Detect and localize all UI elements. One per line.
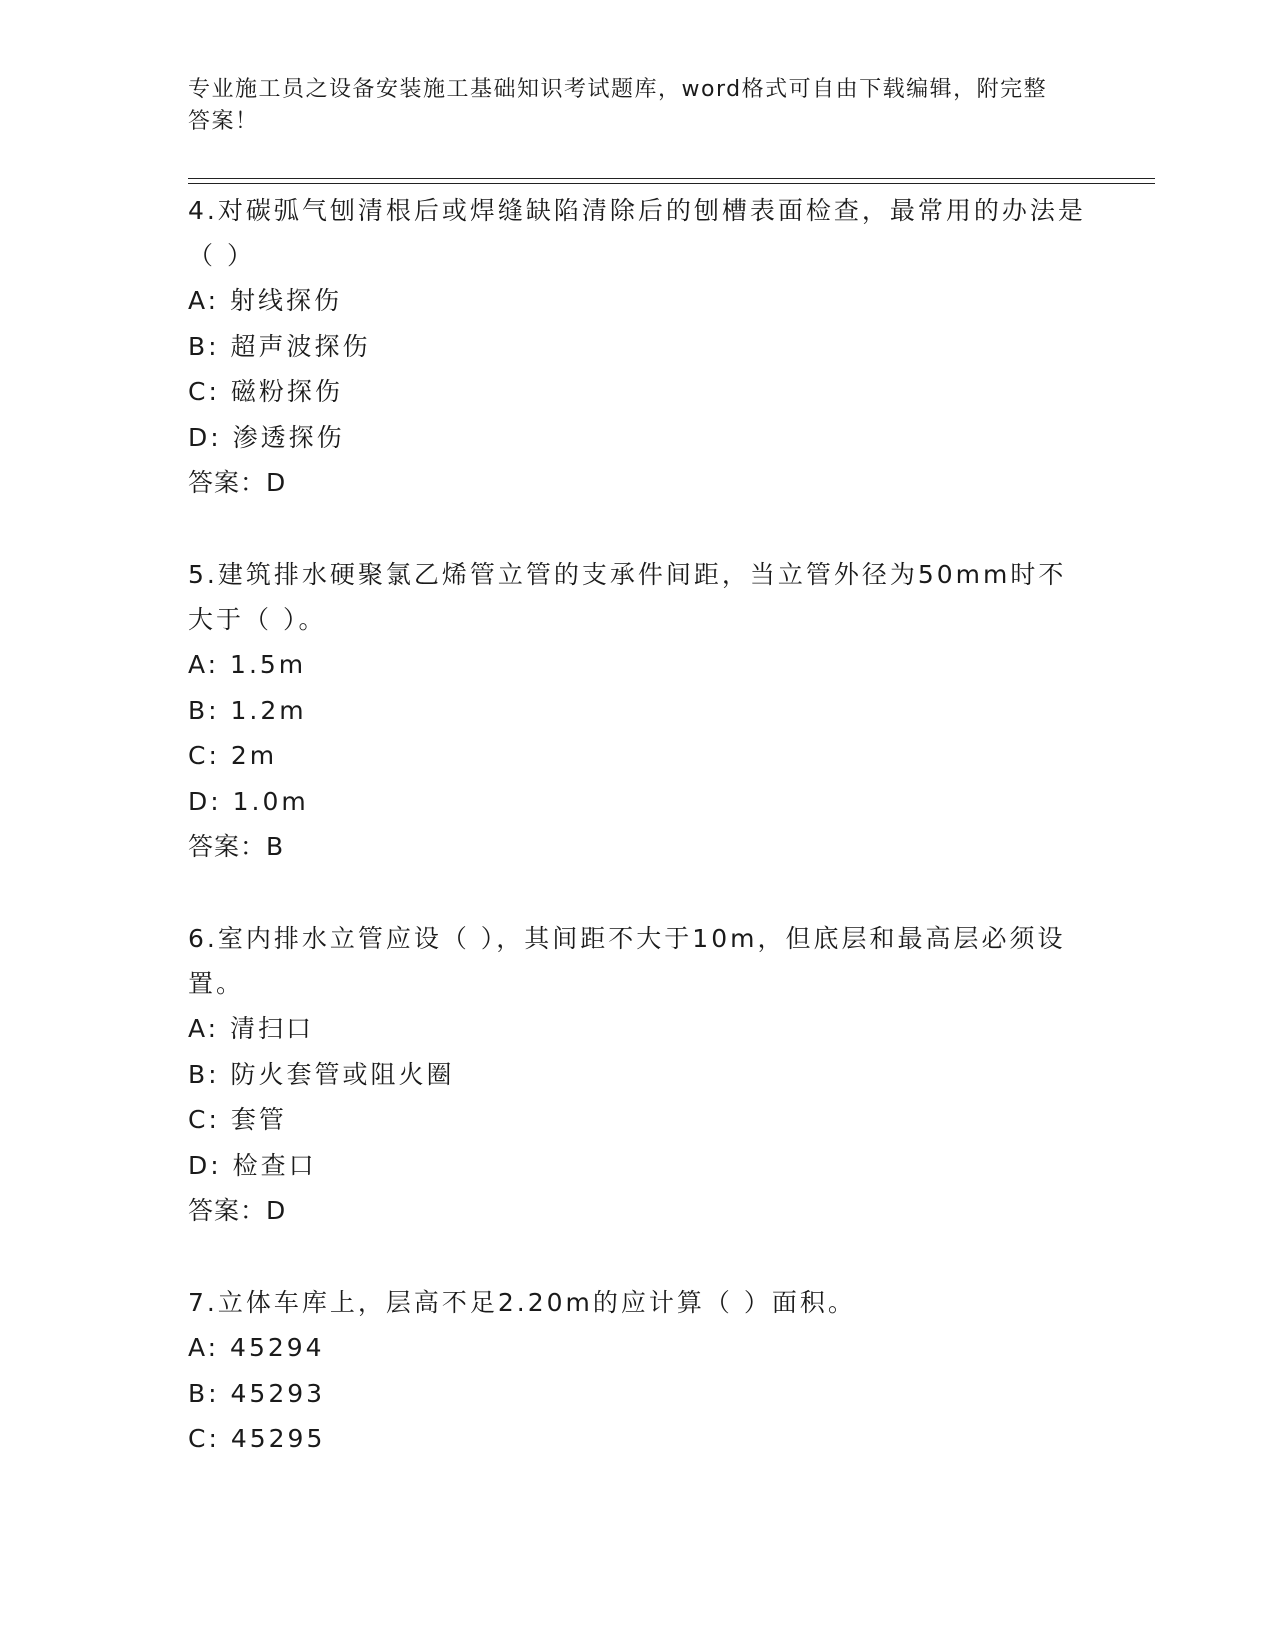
- option-b: B: 防火套管或阻火圈: [188, 1059, 455, 1089]
- question-4: [188, 188, 1088, 505]
- document-header: 专业施工员之设备安装施工基础知识考试题库，word格式可自由下载编辑，附完整答案！: [188, 77, 1048, 134]
- option-b: B: 1.2m: [188, 695, 307, 725]
- option-c: C: 45295: [188, 1424, 326, 1453]
- question-6: [188, 916, 1088, 1233]
- option-d: D: 1.0m: [188, 786, 309, 816]
- option-a: A: 45294: [188, 1333, 325, 1362]
- question-7: [188, 1280, 1088, 1462]
- option-b: B: 超声波探伤: [188, 331, 371, 361]
- header-divider-bottom: [188, 183, 1155, 184]
- option-d: D: 检查口: [188, 1150, 317, 1180]
- question-stem: 5.建筑排水硬聚氯乙烯管立管的支承件间距，当立管外径为50mm时不大于（ ）。: [188, 560, 1067, 634]
- option-c: C: 套管: [188, 1105, 287, 1134]
- answer-label: 答案：B: [188, 832, 285, 861]
- option-a: A: 1.5m: [188, 650, 307, 679]
- option-a: A: 清扫口: [188, 1014, 315, 1043]
- option-c: C: 2m: [188, 741, 278, 770]
- answer-label: 答案：D: [188, 468, 287, 497]
- header-divider-top: [188, 178, 1155, 179]
- question-stem: 7.立体车库上，层高不足2.20m的应计算（ ）面积。: [188, 1288, 856, 1317]
- question-stem: 4.对碳弧气刨清根后或焊缝缺陷清除后的刨槽表面检查，最常用的办法是（ ）: [188, 196, 1086, 270]
- option-a: A: 射线探伤: [188, 286, 343, 315]
- answer-label: 答案：D: [188, 1196, 287, 1225]
- option-d: D: 渗透探伤: [188, 422, 345, 452]
- option-c: C: 磁粉探伤: [188, 377, 343, 406]
- question-stem: 6.室内排水立管应设（ ），其间距不大于10m，但底层和最高层必须设置。: [188, 924, 1066, 998]
- option-b: B: 45293: [188, 1378, 326, 1408]
- question-5: [188, 552, 1088, 869]
